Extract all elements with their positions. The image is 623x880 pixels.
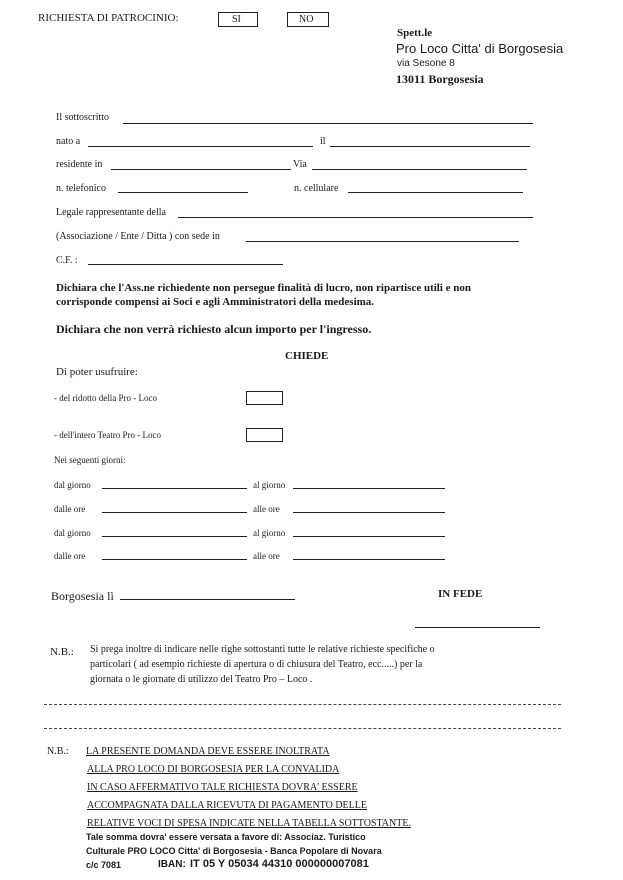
intero-label: - dell'intero Teatro Pro - Loco [54,430,162,440]
al-giorno-label-2: al giorno [253,528,286,538]
note-line-1[interactable] [44,704,561,705]
legale-field[interactable] [178,217,533,218]
sede-field[interactable] [246,241,519,242]
recipient-spett: Spett.le [397,27,433,39]
dalle-ore-field-2[interactable] [102,559,247,560]
footer-line1: Tale somma dovra' essere versata a favore di: Associaz. Turistico [86,832,366,842]
no-checkbox[interactable] [287,12,329,27]
dichiarazione-2: Dichiara che non verrà richiesto alcun importo per l'ingresso. [56,322,372,336]
chiede-heading: CHIEDE [285,350,329,362]
ridotto-label: - del ridotto della Pro - Loco [54,393,157,403]
nb2-line5: RELATIVE VOCI DI SPESA INDICATE NELLA TABELLA SOTTOSTANTE. [87,818,411,829]
residente-label: residente in [56,159,103,170]
nb1-line2: particolari ( ad esempio richieste di apertura o di chiusura del Teatro, ecc.....) per la [90,659,423,670]
si-checkbox[interactable] [218,12,258,27]
intero-checkbox[interactable] [246,428,283,442]
alle-ore-field-2[interactable] [293,559,445,560]
alle-ore-field-1[interactable] [293,512,445,513]
telefonico-field[interactable] [118,192,248,193]
cellulare-label: n. cellulare [294,183,339,194]
legale-label: Legale rappresentante della [56,207,166,218]
patrocinio-label: RICHIESTA DI PATROCINIO: [38,12,179,24]
ridotto-checkbox[interactable] [246,391,283,405]
nb2-line4: ACCOMPAGNATA DALLA RICEVUTA DI PAGAMENTO DELLE [87,800,367,811]
cf-label: C.F. : [56,255,78,266]
footer-iban: IT 05 Y 05034 44310 000000007081 [190,858,369,870]
footer-cc: c/c 7081 [86,860,122,870]
nb2-line2: ALLA PRO LOCO DI BORGOSESIA PER LA CONVALIDA [87,764,340,775]
si-label: SI [232,14,241,25]
nb2-line1: LA PRESENTE DOMANDA DEVE ESSERE INOLTRATA [86,746,330,757]
data-firma-field[interactable] [120,599,295,600]
borgosesia-li-label: Borgosesia lì [51,589,114,603]
recipient-city: 13011 Borgosesia [396,72,484,86]
firma-field[interactable] [415,627,540,628]
dalle-ore-label-1: dalle ore [54,504,86,514]
dalle-ore-label-2: dalle ore [54,551,86,561]
nb2-line3: IN CASO AFFERMATIVO TALE RICHIESTA DOVRA' ESSERE [87,782,358,793]
sottoscritto-field[interactable] [123,123,533,124]
nato-a-label: nato a [56,136,81,147]
note-line-2[interactable] [44,728,561,729]
dal-giorno-field-1[interactable] [102,488,247,489]
dal-giorno-field-2[interactable] [102,536,247,537]
alle-ore-label-2: alle ore [253,551,280,561]
sottoscritto-label: Il sottoscritto [56,112,110,123]
recipient-name: Pro Loco Citta' di Borgosesia [396,41,564,56]
dichiarazione-1-line1: Dichiara che l'Ass.ne richiedente non persegue finalità di lucro, non ripartisce utili e non [56,282,472,294]
dalle-ore-field-1[interactable] [102,512,247,513]
data-nascita-field[interactable] [330,146,530,147]
al-giorno-label-1: al giorno [253,480,286,490]
il-label: il [320,136,326,147]
nb1-line3: giornata o le giornate di utilizzo del Teatro Pro – Loco . [90,674,313,685]
dal-giorno-label-1: dal giorno [54,480,91,490]
cf-field[interactable] [88,264,283,265]
telefonico-label: n. telefonico [56,183,106,194]
dal-giorno-label-2: dal giorno [54,528,91,538]
no-label: NO [299,14,314,25]
alle-ore-label-1: alle ore [253,504,280,514]
residente-field[interactable] [111,169,291,170]
footer-line2: Culturale PRO LOCO Citta' di Borgosesia - Banca Popolare di Novara [86,846,382,856]
recipient-street: via Sesone 8 [397,58,455,69]
dichiarazione-1-line2: corrisponde compensi ai Soci e agli Amministratori della medesima. [56,296,375,308]
associazione-label: (Associazione / Ente / Ditta ) con sede in [56,231,220,242]
nb1-label: N.B.: [50,646,74,658]
nb1-line1: Si prega inoltre di indicare nelle righe sottostanti tutte le relative richieste specifiche o [90,644,435,655]
nb2-label: N.B.: [47,746,69,757]
nato-a-field[interactable] [88,146,313,147]
cellulare-field[interactable] [348,192,523,193]
usufruire-label: Di poter usufruire: [56,366,138,378]
via-field[interactable] [312,169,527,170]
in-fede-label: IN FEDE [438,588,483,600]
giorni-label: Nei seguenti giorni: [54,455,126,465]
footer-iban-label: IBAN: [158,859,186,870]
al-giorno-field-1[interactable] [293,488,445,489]
via-label: Via [293,159,307,170]
al-giorno-field-2[interactable] [293,536,445,537]
